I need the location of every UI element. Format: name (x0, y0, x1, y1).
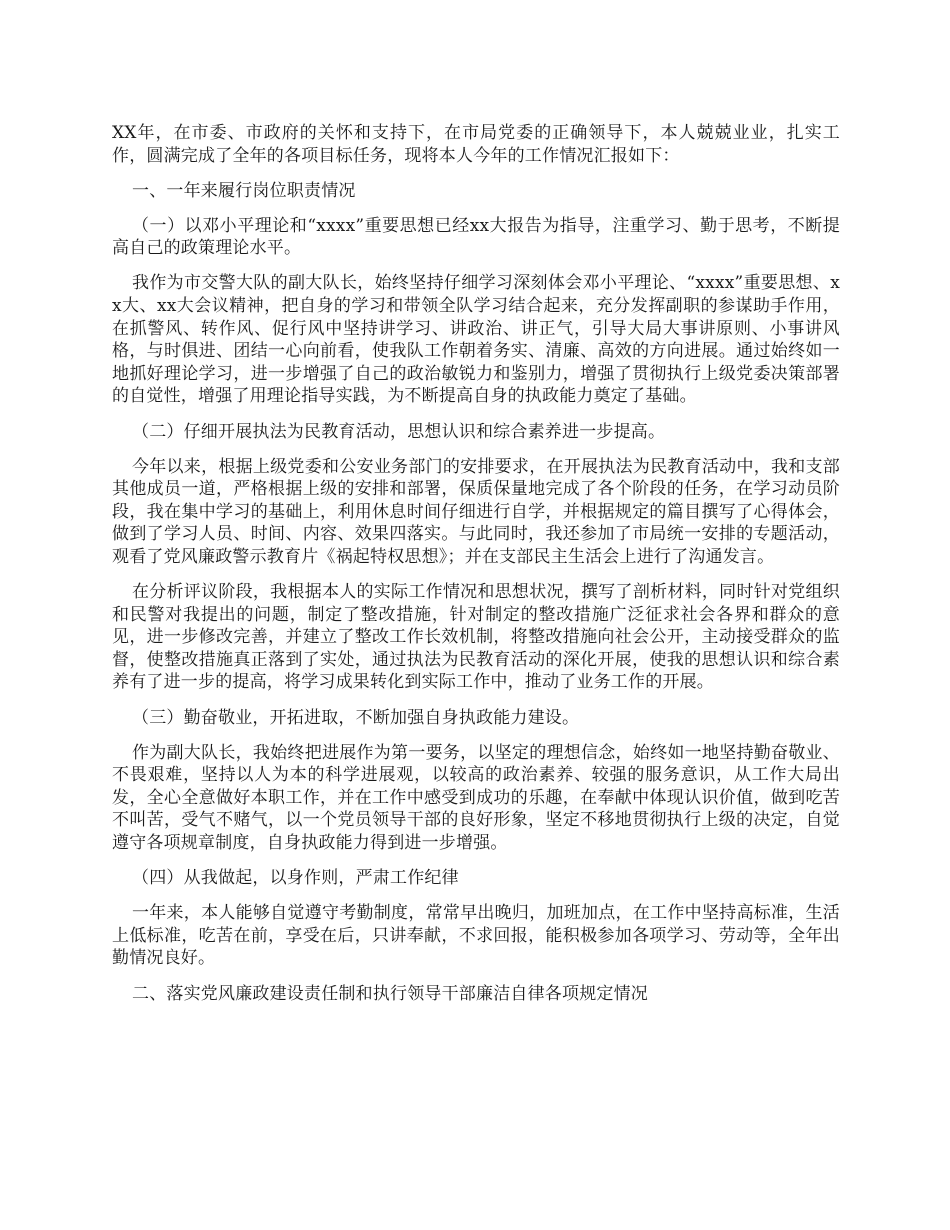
body-paragraph-1: 我作为市交警大队的副大队长，始终坚持仔细学习深刻体会邓小平理论、“xxxx”重要思想、xx大、xx大会议精神，把自身的学习和带领全队学习结合起来，充分发挥副职的参谋助手作用，在抓警风、转作风、促行风中坚持讲学习、讲政治、讲正气，引导大局大事讲原则、小事讲风格，与时俱进、团结一心向前看，使我队工作朝着务实、清廉、高效的方向进展。通过始终如一地抓好理论学习，进一步增强了自己的政治敏锐力和鉴别力，增强了贯彻执行上级党委决策部署的自觉性，增强了用理论指导实践，为不断提高自身的执政能力奠定了基础。 (112, 273, 840, 407)
body-paragraph-5: 一年来，本人能够自觉遵守考勤制度，常常早出晚归，加班加点，在工作中坚持高标准，生活上低标准，吃苦在前，享受在后，只讲奉献，不求回报，能积极参加各项学习、劳动等，全年出勤情况良好。 (112, 903, 840, 969)
body-paragraph-2: 今年以来，根据上级党委和公安业务部门的安排要求，在开展执法为民教育活动中，我和支部其他成员一道，严格根据上级的安排和部署，保质保量地完成了各个阶段的任务，在学习动员阶段，我在集中学习的基础上，利用休息时间仔细进行自学，并根据规定的篇目撰写了心得体会，做到了学习人员、时间、内容、效果四落实。与此同时，我还参加了市局统一安排的专题活动，观看了党风廉政警示教育片《祸起特权思想》；并在支部民主生活会上进行了沟通发言。 (112, 456, 840, 567)
intro-paragraph: XX年，在市委、市政府的关怀和支持下，在市局党委的正确领导下，本人兢兢业业，扎实工作，圆满完成了全年的各项目标任务，现将本人今年的工作情况汇报如下： (112, 123, 840, 166)
subheading-1: （一）以邓小平理论和“xxxx”重要思想已经xx大报告为指导，注重学习、勤于思考，不断提高自己的政策理论水平。 (112, 215, 840, 259)
body-paragraph-3: 在分析评议阶段，我根据本人的实际工作情况和思想状况，撰写了剖析材料，同时针对党组织和民警对我提出的问题，制定了整改措施，针对制定的整改措施广泛征求社会各界和群众的意见，进一步修改完善，并建立了整改工作长效机制，将整改措施向社会公开，主动接受群众的监督，使整改措施真正落到了实处，通过执法为民教育活动的深化开展，使我的思想认识和综合素养有了进一步的提高，将学习成果转化到实际工作中，推动了业务工作的开展。 (112, 582, 840, 693)
section-heading-2: 二、落实党风廉政建设责任制和执行领导干部廉洁自律各项规定情况 (132, 983, 648, 1004)
subheading-3: （三）勤奋敬业，开拓进取，不断加强自身执政能力建设。 (132, 707, 580, 728)
document-page (112, 122, 840, 1005)
subheading-2: （二）仔细开展执法为民教育活动，思想认识和综合素养进一步提高。 (132, 421, 666, 442)
body-paragraph-4: 作为副大队长，我始终把进展作为第一要务，以坚定的理想信念，始终如一地坚持勤奋敬业、不畏艰难，坚持以人为本的科学进展观，以较高的政治素养、较强的服务意识，从工作大局出发，全心全意做好本职工作，并在工作中感受到成功的乐趣，在奉献中体现认识价值，做到吃苦不叫苦，受气不赌气，以一个党员领导干部的良好形象，坚定不移地贯彻执行上级的决定，自觉遵守各项规章制度，自身执政能力得到进一步增强。 (112, 742, 840, 854)
section-heading-1: 一、一年来履行岗位职责情况 (132, 180, 356, 201)
subheading-4: （四）从我做起，以身作则，严肃工作纪律 (132, 868, 459, 889)
